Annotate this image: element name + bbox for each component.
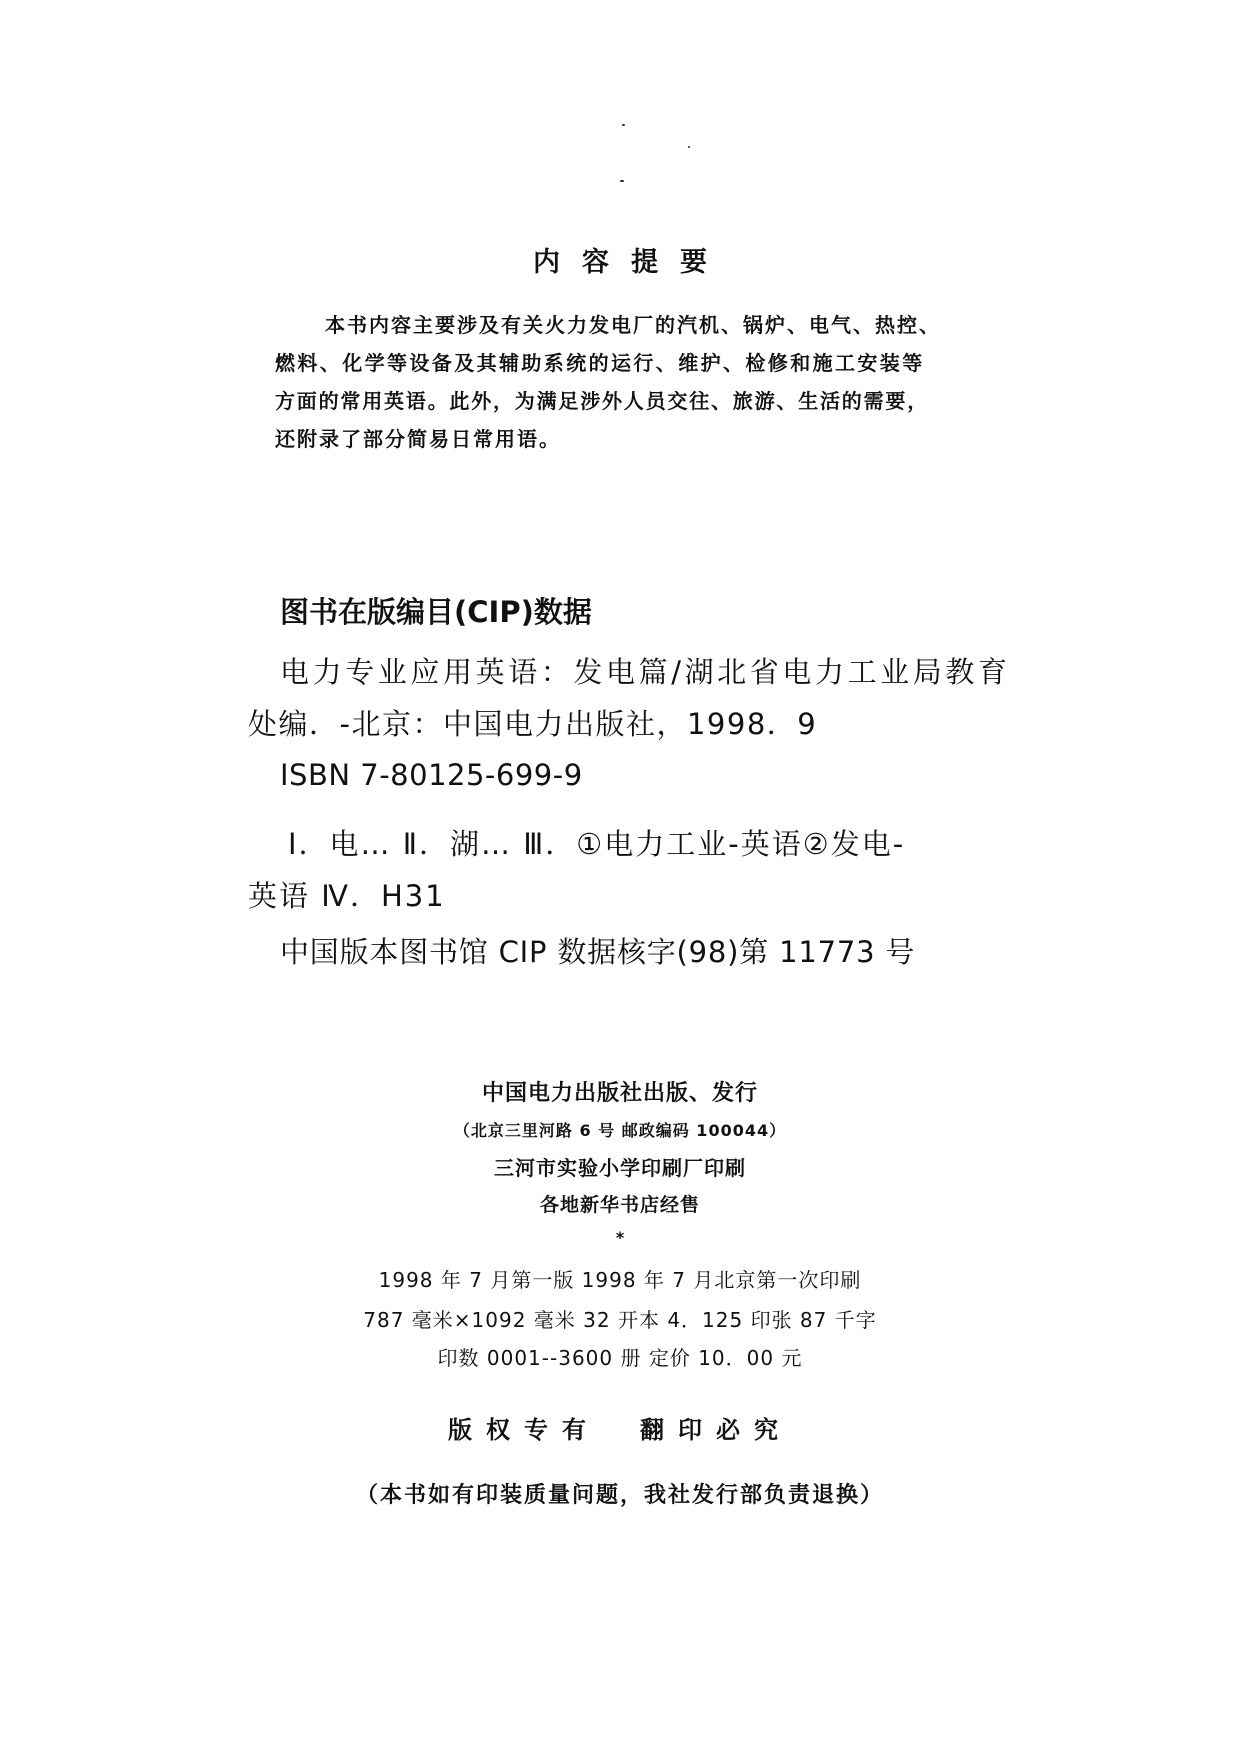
copyright-reserved: 版权专有: [448, 1416, 600, 1444]
imprint-printer: 三河市实验小学印刷厂印刷: [494, 1156, 746, 1180]
cip-subject-line: 英语 Ⅳ．H31: [248, 879, 446, 913]
imprint-address: （北京三里河路 6 号 邮政编码 100044）: [453, 1121, 787, 1140]
abstract-body: [275, 306, 1045, 458]
cip-record-number: 中国版本图书馆 CIP 数据核字(98)第 11773 号: [280, 935, 916, 969]
abstract-line: 燃料、化学等设备及其辅助系统的运行、维护、检修和施工安装等: [275, 351, 925, 375]
cip-title-line: 电力专业应用英语：发电篇/湖北省电力工业局教育: [280, 655, 1011, 689]
imprint-distributor: 各地新华书店经售: [539, 1194, 700, 1216]
copyright-no-reprint: 翻印必究: [640, 1416, 792, 1444]
abstract-line: 还附录了部分简易日常用语。: [275, 427, 561, 451]
return-notice: （本书如有印装质量问题，我社发行部负责退换）: [355, 1483, 884, 1508]
copyright-line: [0, 1410, 1240, 1445]
imprint-edition: 1998 年 7 月第一版 1998 年 7 月北京第一次印刷: [378, 1268, 862, 1292]
imprint-separator: *: [615, 1228, 625, 1247]
cip-subject-line: Ⅰ．电… Ⅱ．湖… Ⅲ．①电力工业-英语②发电-: [288, 827, 906, 861]
abstract-line: 本书内容主要涉及有关火力发电厂的汽机、锅炉、电气、热控、: [325, 313, 941, 337]
cip-heading: 图书在版编目(CIP)数据: [280, 595, 592, 629]
abstract-line: 方面的常用英语。此外，为满足涉外人员交往、旅游、生活的需要，: [275, 389, 929, 413]
cip-isbn: ISBN 7-80125-699-9: [280, 758, 583, 792]
abstract-title: 内容提要: [533, 247, 729, 278]
imprint-print-run: 印数 0001--3600 册 定价 10．00 元: [437, 1346, 803, 1370]
cip-title-line: 处编．-北京：中国电力出版社，1998．9: [248, 707, 818, 741]
imprint-publisher: 中国电力出版社出版、发行: [481, 1081, 758, 1106]
imprint-format: 787 毫米×1092 毫米 32 开本 4．125 印张 87 千字: [363, 1308, 877, 1332]
